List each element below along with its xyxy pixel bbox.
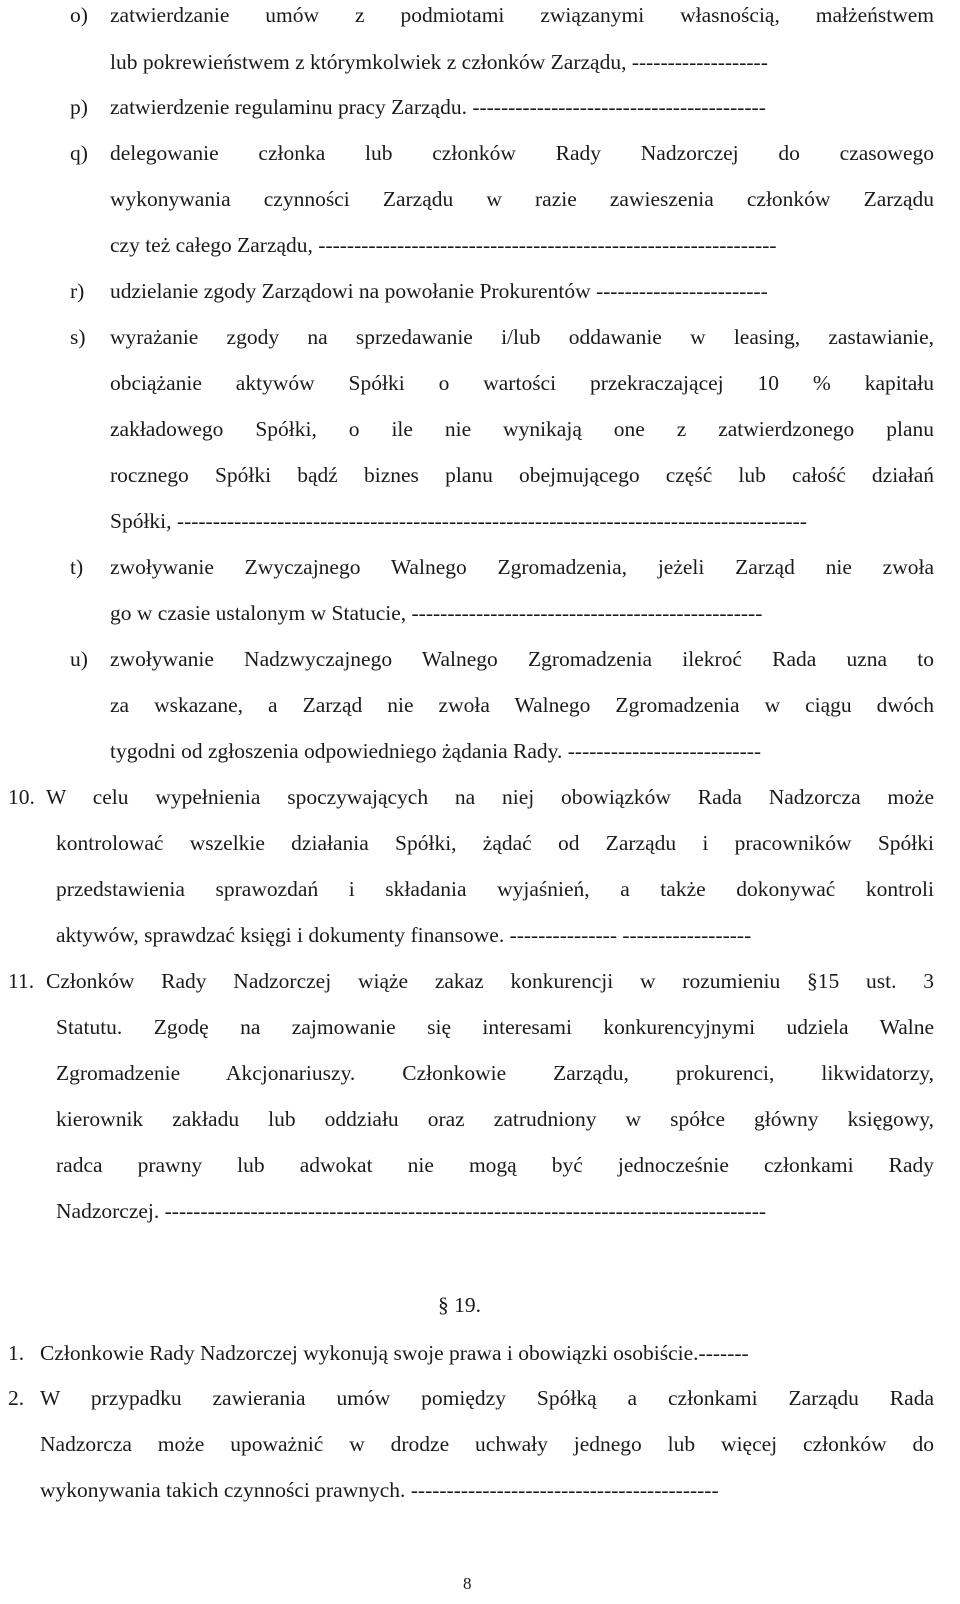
item-line: W celu wypełnienia spoczywających na niej obowiązków Rada Nadzorcza może (46, 785, 934, 809)
item-line: Członków Rady Nadzorczej wiąże zakaz konkurencji w rozumieniu §15 ust. 3 (46, 969, 934, 993)
list-marker: q) (70, 141, 88, 165)
list-item-line: tygodni od zgłoszenia odpowiedniego żądania Rady. --------------------------- (110, 739, 762, 763)
list-item-line: zakładowego Spółki, o ile nie wynikają one z zatwierdzonego planu (110, 417, 934, 441)
item-line: Statutu. Zgodę na zajmowanie się interesami konkurencyjnymi udziela Walne (56, 1015, 934, 1039)
list-marker: t) (70, 555, 84, 579)
item-number: 10. (8, 785, 35, 809)
list-item-line: delegowanie członka lub członków Rady Nadzorczej do czasowego (110, 141, 934, 165)
page-number: 8 (463, 1574, 472, 1593)
item-number: 2. (8, 1386, 25, 1410)
list-marker: o) (70, 3, 88, 27)
section-heading: § 19. (438, 1293, 481, 1317)
list-item-line: wykonywania czynności Zarządu w razie zawieszenia członków Zarządu (110, 187, 934, 211)
list-marker: p) (70, 95, 88, 119)
list-item-line: rocznego Spółki bądź biznes planu obejmującego część lub całość działań (110, 463, 934, 487)
list-item-line: wyrażanie zgody na sprzedawanie i/lub oddawanie w leasing, zastawianie, (110, 325, 934, 349)
item-line: przedstawienia sprawozdań i składania wyjaśnień, a także dokonywać kontroli (56, 877, 934, 901)
item-line: kierownik zakładu lub oddziału oraz zatrudniony w spółce główny księgowy, (56, 1107, 934, 1131)
list-item-line: zwoływanie Zwyczajnego Walnego Zgromadzenia, jeżeli Zarząd nie zwoła (110, 555, 934, 579)
list-item-line: czy też całego Zarządu, ---------------------------------------------------------------- (110, 233, 777, 257)
item-line: Członkowie Rady Nadzorczej wykonują swoje prawa i obowiązki osobiście.------- (40, 1341, 749, 1365)
list-item-line: go w czasie ustalonym w Statucie, ------------------------------------------------- (110, 601, 763, 625)
item-line: kontrolować wszelkie działania Spółki, żądać od Zarządu i pracowników Spółki (56, 831, 934, 855)
item-line: W przypadku zawierania umów pomiędzy Spółką a członkami Zarządu Rada (40, 1386, 934, 1410)
list-item-line: udzielanie zgody Zarządowi na powołanie Prokurentów ------------------------ (110, 279, 768, 303)
item-line: Nadzorcza może upoważnić w drodze uchwały jednego lub więcej członków do (40, 1432, 934, 1456)
list-item-line: zwoływanie Nadzwyczajnego Walnego Zgromadzenia ilekroć Rada uzna to (110, 647, 934, 671)
item-number: 1. (8, 1341, 25, 1365)
list-marker: s) (70, 325, 86, 349)
list-marker: u) (70, 647, 88, 671)
list-marker: r) (70, 279, 85, 303)
list-item-line: obciążanie aktywów Spółki o wartości przekraczającej 10 % kapitału (110, 371, 934, 395)
item-line: radca prawny lub adwokat nie mogą być jednocześnie członkami Rady (56, 1153, 934, 1177)
list-item-line: Spółki, ---------------------------------------------------------------------------------------- (110, 509, 807, 533)
item-line: aktywów, sprawdzać księgi i dokumenty finansowe. --------------- ------------------ (56, 923, 752, 947)
item-line: wykonywania takich czynności prawnych. ------------------------------------------- (40, 1478, 719, 1502)
item-line: Nadzorczej. ------------------------------------------------------------------------------------ (56, 1199, 767, 1223)
list-item-line: za wskazane, a Zarząd nie zwoła Walnego Zgromadzenia w ciągu dwóch (110, 693, 934, 717)
list-item-line: zatwierdzanie umów z podmiotami związanymi własnością, małżeństwem (110, 3, 934, 27)
item-line: Zgromadzenie Akcjonariuszy. Członkowie Zarządu, prokurenci, likwidatorzy, (56, 1061, 934, 1085)
list-item-line: lub pokrewieństwem z którymkolwiek z członków Zarządu, ------------------- (110, 50, 768, 74)
list-item-line: zatwierdzenie regulaminu pracy Zarządu. ----------------------------------------- (110, 95, 766, 119)
item-number: 11. (8, 969, 35, 993)
